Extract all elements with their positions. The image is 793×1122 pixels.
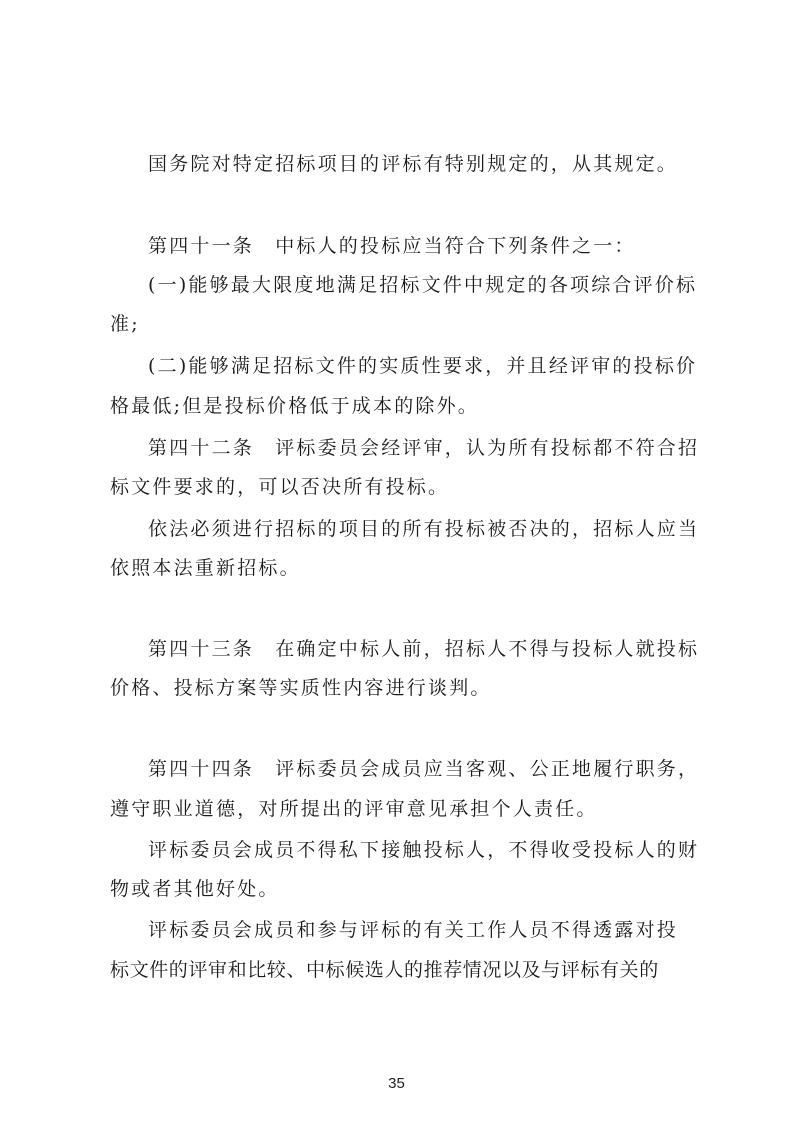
paragraph-line: 国务院对特定招标项目的评标有特别规定的，从其规定。 [148,153,679,175]
page-number: 35 [388,1075,405,1092]
paragraph-line: 遵守职业道德，对所提出的评审意见承担个人责任。 [110,798,598,820]
paragraph-line: 格最低;但是投标价格低于成本的除外。 [110,395,480,417]
paragraph-line: 依照本法重新招标。 [110,557,301,579]
article-43-heading: 第四十三条 在确定中标人前，招标人不得与投标人就投标 [148,638,700,660]
paragraph-line: 评标委员会成员不得私下接触投标人，不得收受投标人的财 [148,839,700,861]
paragraph-line: 标文件要求的，可以否决所有投标。 [110,476,450,498]
paragraph-line: 依法必须进行招标的项目的所有投标被否决的，招标人应当 [148,518,700,540]
paragraph-line: 标文件的评审和比较、中标候选人的推荐情况以及与评标有关的 [110,959,659,981]
article-41-heading: 第四十一条 中标人的投标应当符合下列条件之一： [148,235,636,257]
article-42-heading: 第四十二条 评标委员会经评审，认为所有投标都不符合招 [148,437,700,459]
paragraph-line: (一)能够最大限度地满足招标文件中规定的各项综合评价标 [148,274,698,296]
paragraph-line: 准; [110,313,140,335]
paragraph-line: (二)能够满足招标文件的实质性要求，并且经评审的投标价 [148,355,698,377]
paragraph-line: 物或者其他好处。 [110,878,280,900]
paragraph-line: 价格、投标方案等实质性内容进行谈判。 [110,677,492,699]
paragraph-line: 评标委员会成员和参与评标的有关工作人员不得透露对投 [148,919,679,941]
article-44-heading: 第四十四条 评标委员会成员应当客观、公正地履行职务， [148,758,700,780]
